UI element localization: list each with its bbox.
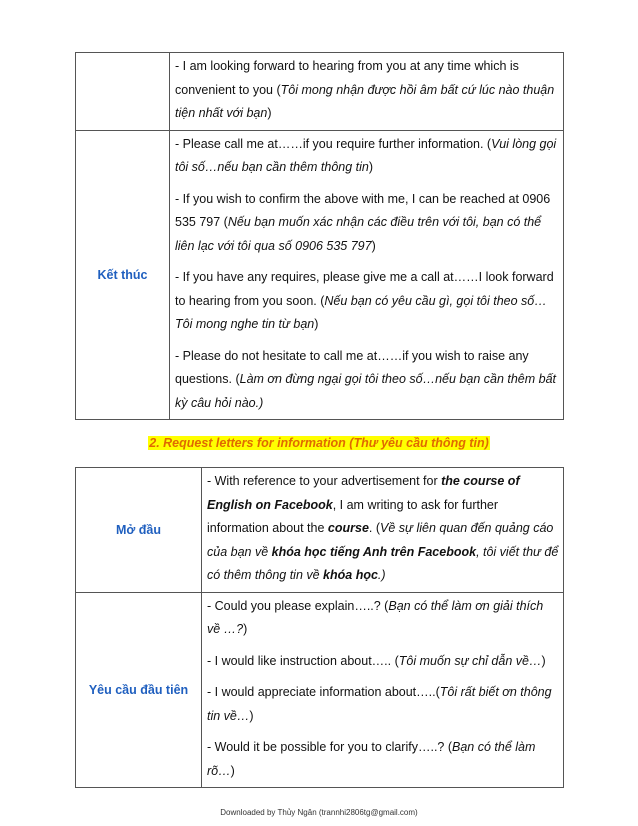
content-paragraph: [207, 470, 559, 588]
row-label: [76, 53, 170, 131]
text-run: - Could you please explain…..? (: [207, 598, 389, 613]
text-run: - I would like instruction about….. (: [207, 653, 399, 668]
text-run: Bạn có thể làm ơn giải thích về …?: [207, 598, 544, 636]
row-label: Mở đầu: [76, 468, 202, 593]
content-paragraph: [207, 736, 559, 783]
content-paragraph: [175, 55, 559, 126]
content-paragraph: [207, 595, 559, 642]
text-run: , tôi viết thư để có thêm thông tin về: [207, 544, 559, 582]
text-run: Tôi rất biết ơn thông tin về…: [207, 685, 552, 723]
text-run: ): [243, 622, 248, 636]
text-run: Vui lòng gọi tôi số…nếu bạn cần thêm thông tin: [175, 136, 557, 174]
text-run: - If you have any requires, please give me a call at……I look forward to hearing from you soon. (: [175, 270, 554, 308]
row-label: Yêu cầu đầu tiên: [76, 592, 202, 788]
row-content: [170, 130, 564, 420]
request-phrases-table: [75, 467, 564, 788]
content-paragraph: [175, 133, 559, 180]
text-run: , I am writing to ask for further information about the: [207, 497, 499, 535]
text-run: Nếu bạn có yêu cầu gì, gọi tôi theo số…Tôi mong nghe tin từ bạn: [175, 293, 547, 331]
text-run: course: [327, 521, 369, 535]
download-footer: Downloaded by Thủy Ngân (trannhi2806tg@gmail.com): [220, 808, 418, 817]
text-run: Tôi mong nhận được hồi âm bất cứ lúc nào thuận tiện nhất với bạn: [175, 82, 555, 120]
table-row: [76, 592, 564, 788]
table-row: [76, 53, 564, 131]
content-paragraph: [175, 345, 559, 416]
text-run: .): [377, 568, 386, 582]
table-row: [76, 130, 564, 420]
table-row: [76, 468, 564, 593]
section-heading-text: 2. Request letters for information (Thư yêu cầu thông tin): [149, 436, 489, 450]
section-heading: [0, 436, 638, 450]
text-run: ): [368, 160, 374, 174]
text-run: Nếu bạn muốn xác nhận các điều trên với tôi, bạn có thể liên lạc với tôi qua số 0906 535 797: [175, 215, 542, 253]
row-content: [202, 592, 564, 788]
text-run: - Please do not hesitate to call me at……if you wish to raise any questions. (: [175, 348, 529, 386]
text-run: Tôi muốn sự chỉ dẫn về…: [398, 653, 542, 668]
text-run: ): [230, 763, 235, 778]
text-run: ): [371, 238, 376, 253]
closing-phrases-table: [75, 52, 564, 420]
content-paragraph: [207, 681, 559, 728]
text-run: ): [314, 317, 319, 331]
text-run: - With reference to your advertisement for: [207, 474, 442, 488]
text-run: ): [541, 653, 546, 668]
text-run: Bạn có thể làm rõ…: [207, 740, 536, 778]
text-run: Về sự liên quan đến quảng cáo của bạn về: [207, 521, 554, 559]
row-content: [202, 468, 564, 593]
text-run: the course of English on Facebook: [207, 474, 520, 512]
text-run: . (: [368, 521, 381, 535]
text-run: - I would appreciate information about…..(: [207, 685, 440, 699]
text-run: ): [249, 708, 254, 723]
text-run: - If you wish to confirm the above with me, I can be reached at 0906 535 797 (: [175, 191, 551, 229]
text-run: ): [267, 106, 272, 120]
row-content: [170, 53, 564, 131]
row-label: Kết thúc: [76, 130, 170, 420]
content-paragraph: [175, 188, 559, 259]
text-run: - Please call me at……if you require further information. (: [175, 136, 492, 151]
text-run: - I am looking forward to hearing from you at any time which is convenient to you (: [175, 59, 519, 97]
text-run: khóa học tiếng Anh trên Facebook: [271, 544, 477, 559]
content-paragraph: [175, 266, 559, 337]
text-run: - Would it be possible for you to clarify…..? (: [207, 740, 453, 754]
text-run: khóa học: [323, 568, 378, 582]
content-paragraph: [207, 650, 559, 674]
text-run: Làm ơn đừng ngại gọi tôi theo số…nếu bạn cần thêm bất kỳ câu hỏi nào.): [175, 372, 557, 410]
